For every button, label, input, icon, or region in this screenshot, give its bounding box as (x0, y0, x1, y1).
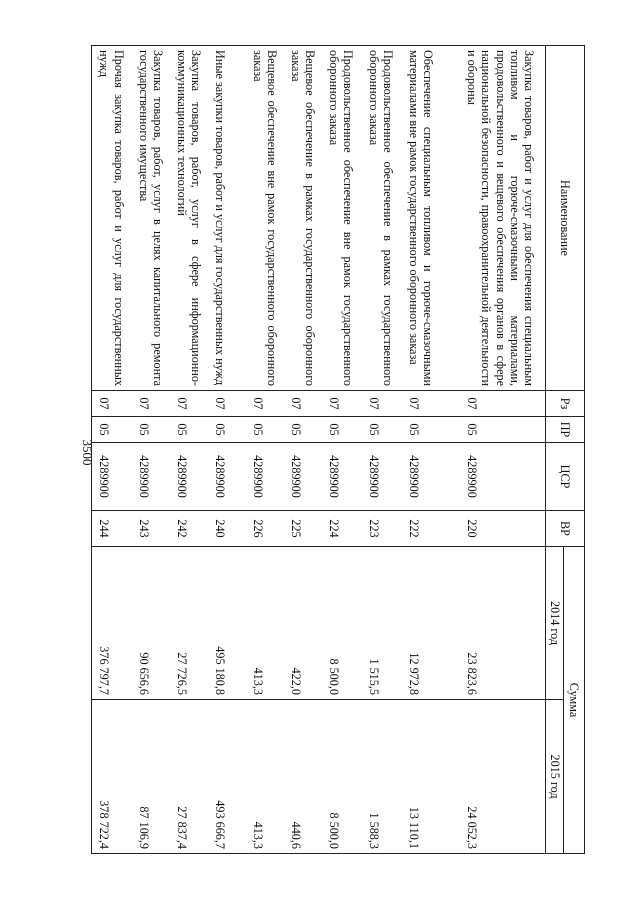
row-vr: 226 (246, 511, 284, 547)
row-csr: 4289900 (460, 443, 546, 511)
row-pr: 05 (92, 417, 132, 443)
row-vr: 244 (92, 511, 132, 547)
table-row (460, 46, 546, 854)
row-name: Закупка товаров, работ, услуг в сфере информационно-коммуникационных технологий (170, 46, 208, 391)
table-row (92, 46, 132, 854)
table-row (402, 46, 460, 854)
table-row (362, 46, 402, 854)
row-name: Закупка товаров, работ и услуг для обеспечения специальным топливом и горюче-смазочными материалами, продовольственного и вещевого обеспечения органов в сфере национальной безопасности, правоохранительной деятельности и обороны (460, 46, 546, 391)
row-vr: 223 (362, 511, 402, 547)
header-2015: 2015 год (546, 700, 564, 854)
header-name: Наименование (546, 46, 585, 391)
row-2015: 413,3 (246, 700, 284, 854)
row-2014: 422,0 (284, 547, 322, 700)
row-csr: 4289900 (322, 443, 362, 511)
row-2014: 413,3 (246, 547, 284, 700)
row-rz: 07 (170, 391, 208, 417)
row-2014: 27 726,5 (170, 547, 208, 700)
row-rz: 07 (92, 391, 132, 417)
header-vr: ВР (546, 511, 585, 547)
row-2015: 378 722,4 (92, 700, 132, 854)
row-rz: 07 (284, 391, 322, 417)
row-2015: 8 500,0 (322, 700, 362, 854)
row-name: Вещевое обеспечение вне рамок государственного оборонного заказа (246, 46, 284, 391)
row-2015: 87 106,9 (132, 700, 170, 854)
row-name: Вещевое обеспечение в рамках государственного оборонного заказа (284, 46, 322, 391)
row-vr: 240 (208, 511, 246, 547)
row-rz: 07 (246, 391, 284, 417)
table-row (132, 46, 170, 854)
row-csr: 4289900 (246, 443, 284, 511)
table-row (246, 46, 284, 854)
row-2015: 1 588,3 (362, 700, 402, 854)
row-2014: 23 823,6 (460, 547, 546, 700)
row-csr: 4289900 (362, 443, 402, 511)
row-2015: 13 110,1 (402, 700, 460, 854)
row-name: Иные закупки товаров, работ и услуг для государственных нужд (208, 46, 246, 391)
row-csr: 4289900 (402, 443, 460, 511)
row-2015: 24 052,3 (460, 700, 546, 854)
row-vr: 222 (402, 511, 460, 547)
table-row (208, 46, 246, 854)
header-csr: ЦСР (546, 443, 585, 511)
row-vr: 243 (132, 511, 170, 547)
row-2014: 90 656,6 (132, 547, 170, 700)
row-vr: 224 (322, 511, 362, 547)
row-csr: 4289900 (170, 443, 208, 511)
row-rz: 07 (132, 391, 170, 417)
row-rz: 07 (208, 391, 246, 417)
row-vr: 220 (460, 511, 546, 547)
header-pr: ПР (546, 417, 585, 443)
row-2014: 8 500,0 (322, 547, 362, 700)
row-csr: 4289900 (284, 443, 322, 511)
row-2014: 495 180,8 (208, 547, 246, 700)
row-name: Прочая закупка товаров, работ и услуг для государственных нужд (92, 46, 132, 391)
row-2015: 493 666,7 (208, 700, 246, 854)
header-rz: Рз (546, 391, 585, 417)
row-pr: 05 (322, 417, 362, 443)
row-pr: 05 (460, 417, 546, 443)
row-2014: 376 797,7 (92, 547, 132, 700)
row-rz: 07 (322, 391, 362, 417)
row-pr: 05 (284, 417, 322, 443)
row-vr: 242 (170, 511, 208, 547)
row-csr: 4289900 (208, 443, 246, 511)
row-name: Закупка товаров, работ, услуг в целях капитального ремонта государственного имущества (132, 46, 170, 391)
budget-table (91, 45, 585, 854)
header-row (564, 46, 585, 854)
row-name: Обеспечение специальным топливом и горюче-смазочными материалами вне рамок государственного оборонного заказа (402, 46, 460, 391)
row-csr: 4289900 (92, 443, 132, 511)
row-2014: 12 972,8 (402, 547, 460, 700)
row-csr: 4289900 (132, 443, 170, 511)
row-name: Продовольственное обеспечение вне рамок государственного оборонного заказа (322, 46, 362, 391)
row-name: Продовольственное обеспечение в рамках государственного оборонного заказа (362, 46, 402, 391)
row-vr: 225 (284, 511, 322, 547)
row-pr: 05 (170, 417, 208, 443)
header-2014: 2014 год (546, 547, 564, 700)
table-row (322, 46, 362, 854)
table-row (170, 46, 208, 854)
header-sum: Сумма (564, 547, 585, 854)
page-number: 3500 (80, 439, 95, 466)
row-pr: 05 (246, 417, 284, 443)
row-2014: 1 515,5 (362, 547, 402, 700)
row-rz: 07 (402, 391, 460, 417)
row-2015: 440,6 (284, 700, 322, 854)
row-2015: 27 837,4 (170, 700, 208, 854)
table-row (284, 46, 322, 854)
row-pr: 05 (132, 417, 170, 443)
row-rz: 07 (362, 391, 402, 417)
row-pr: 05 (402, 417, 460, 443)
row-pr: 05 (362, 417, 402, 443)
row-rz: 07 (460, 391, 546, 417)
row-pr: 05 (208, 417, 246, 443)
